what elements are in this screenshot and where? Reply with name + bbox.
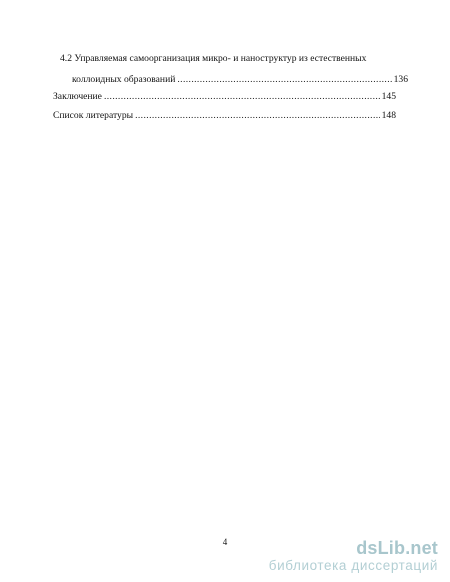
toc-entry-title: 4.2 Управляемая самоорганизация микро- и наноструктур из естественных — [60, 53, 367, 64]
page-number: 4 — [222, 537, 228, 547]
watermark-logo-part2: .net — [405, 538, 438, 558]
watermark-logo-part1: dsLib — [356, 538, 406, 558]
toc-entry-page: 145 — [381, 91, 396, 102]
toc-entry-4-2-line1 — [60, 53, 366, 65]
toc-entry-title: Список литературы — [53, 110, 134, 121]
toc-entry-title: Заключение — [53, 91, 102, 102]
toc-entry-references — [53, 110, 396, 122]
toc-entry-conclusion — [53, 91, 396, 103]
toc-leader-dots — [104, 91, 380, 103]
toc-entry-title-continued: коллоидных образований — [72, 74, 176, 85]
watermark-logo — [269, 538, 438, 558]
watermark-subtitle: библиотека диссертаций — [268, 558, 438, 573]
watermark — [269, 538, 438, 574]
toc-entry-page: 136 — [393, 74, 408, 85]
toc-leader-dots — [135, 110, 380, 122]
toc-leader-dots — [177, 74, 391, 86]
toc-entry-page: 148 — [381, 110, 396, 121]
toc-entry-4-2-line2 — [72, 74, 408, 86]
